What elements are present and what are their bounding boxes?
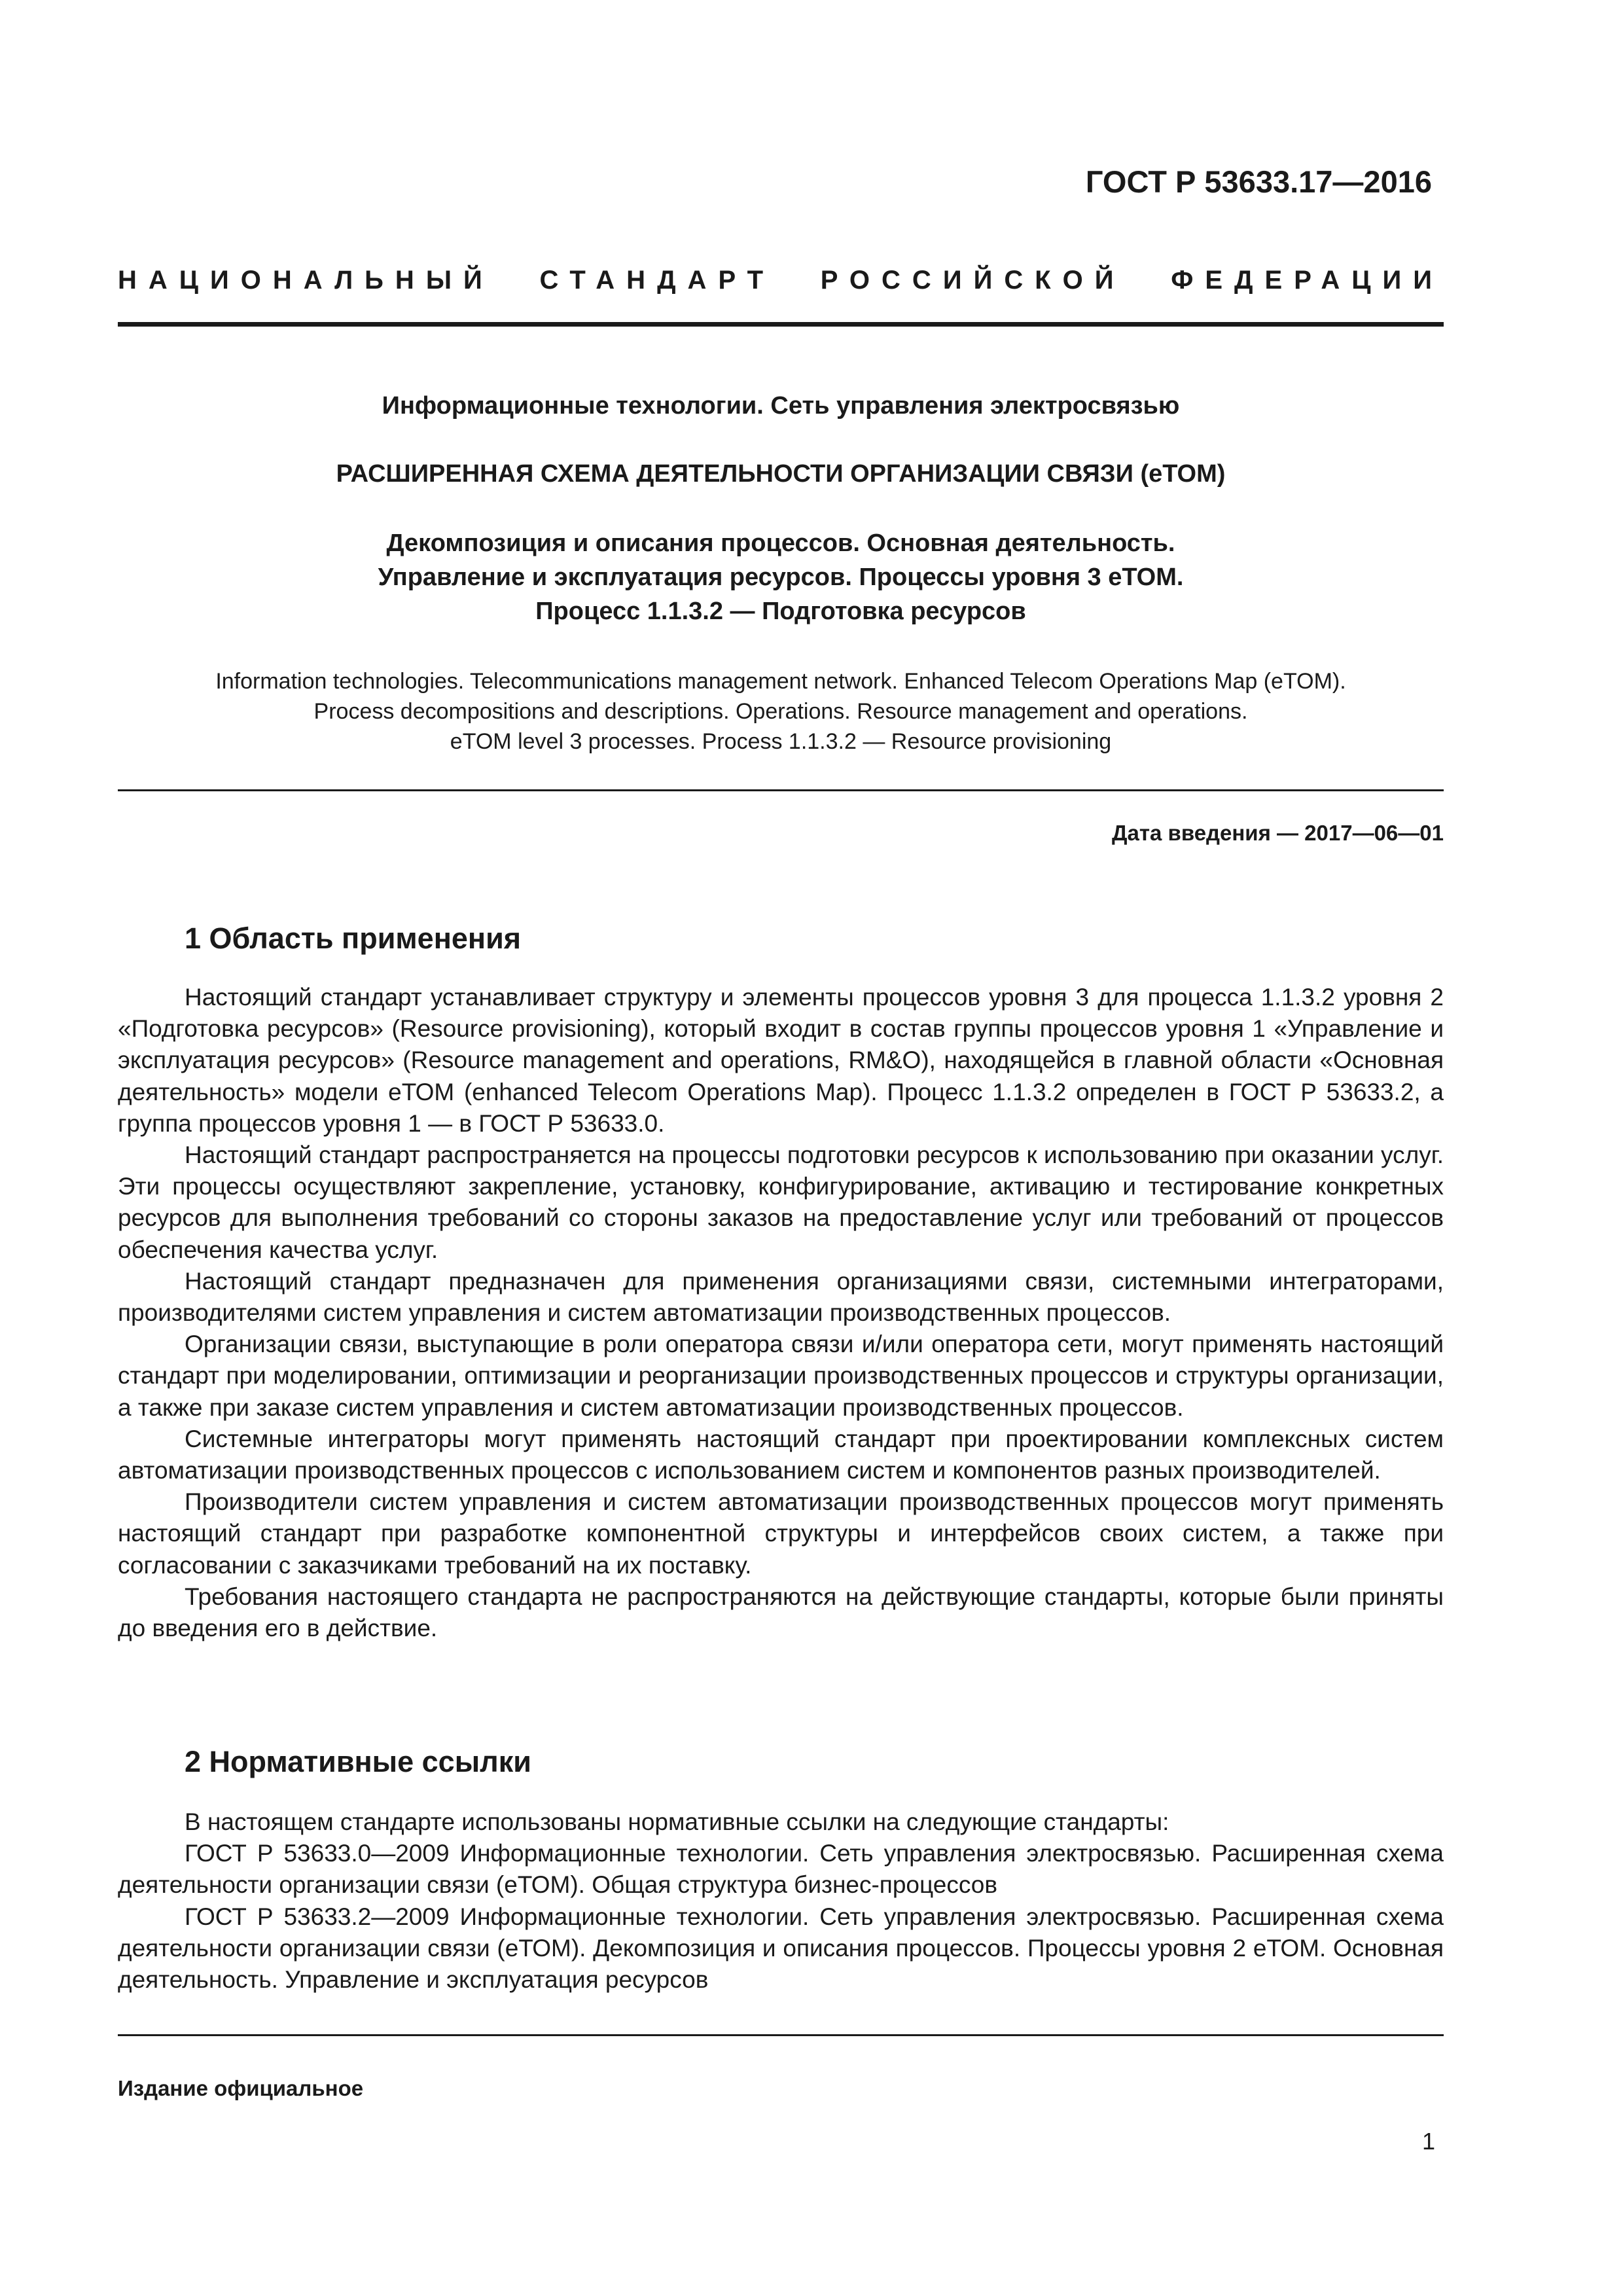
introduction-date: Дата введения — 2017—06—01 xyxy=(1112,821,1444,845)
banner-word: СТАНДАРТ xyxy=(539,266,776,295)
reference-entry: ГОСТ Р 53633.2—2009 Информационные технологии. Сеть управления электросвязью. Расширенная схема деятельности организации связи (еТОМ). Декомпозиция и описания процессов. Процессы уровня 2 еТОМ. Основная деятельность. Управление и эксплуатация ресурсов xyxy=(118,1903,1444,1994)
standard-code: ГОСТ Р 53633.17—2016 xyxy=(1085,164,1432,199)
official-edition-label: Издание официальное xyxy=(118,2076,364,2100)
english-title-line: eTOM level 3 processes. Process 1.1.3.2 — Resource provisioning xyxy=(450,729,1112,754)
main-title: РАСШИРЕННАЯ СХЕМА ДЕЯТЕЛЬНОСТИ ОРГАНИЗАЦИИ СВЯЗИ (еТОМ) xyxy=(336,460,1226,488)
section-heading-references: 2 Нормативные ссылки xyxy=(185,1745,531,1778)
title-divider xyxy=(118,789,1444,791)
section-body-scope xyxy=(118,982,1444,1644)
banner-word: РОССИЙСКОЙ xyxy=(820,266,1126,295)
paragraph: Организации связи, выступающие в роли оператора связи и/или оператора сети, могут применять настоящий стандарт при моделировании, оптимизации и реорганизации производственных процессов и структуры организации, а также при заказе систем управления и систем автоматизации производственных процессов. xyxy=(118,1331,1444,1421)
subtitle-line: Процесс 1.1.3.2 — Подготовка ресурсов xyxy=(535,598,1026,625)
english-title-line: Process decompositions and descriptions. Operations. Resource management and operations. xyxy=(313,699,1248,724)
header-divider xyxy=(118,322,1444,327)
national-standard-banner xyxy=(118,266,1444,295)
section-body-references xyxy=(118,1806,1444,1996)
subtitle-line: Декомпозиция и описания процессов. Основная деятельность. xyxy=(386,529,1175,557)
paragraph: Настоящий стандарт распространяется на процессы подготовки ресурсов к использованию при оказании услуг. Эти процессы осуществляют закрепление, установку, конфигурирование, активацию и тестирование конкретных ресурсов для выполнения требований со стороны заказов на предоставление услуг или требований от процессов обеспечения качества услуг. xyxy=(118,1141,1444,1263)
paragraph: Производители систем управления и систем автоматизации производственных процессов могут применять настоящий стандарт при разработке компонентной структуры и интерфейсов своих систем, а также при согласовании с заказчиками требований на их поставку. xyxy=(118,1488,1444,1579)
paragraph: Требования настоящего стандарта не распространяются на действующие стандарты, которые были приняты до введения его в действие. xyxy=(118,1583,1444,1642)
series-title: Информационные технологии. Сеть управления электросвязью xyxy=(382,392,1180,420)
subtitle-line: Управление и эксплуатация ресурсов. Процессы уровня 3 еТОМ. xyxy=(378,564,1184,591)
paragraph: В настоящем стандарте использованы нормативные ссылки на следующие стандарты: xyxy=(185,1808,1169,1835)
footer-divider xyxy=(118,2034,1444,2036)
page-number: 1 xyxy=(1421,2128,1435,2155)
reference-entry: ГОСТ Р 53633.0—2009 Информационные технологии. Сеть управления электросвязью. Расширенная схема деятельности организации связи (еТОМ). Общая структура бизнес-процессов xyxy=(118,1840,1444,1899)
paragraph: Настоящий стандарт предназначен для применения организациями связи, системными интеграторами, производителями систем управления и систем автоматизации производственных процессов. xyxy=(118,1267,1444,1327)
banner-word: НАЦИОНАЛЬНЫЙ xyxy=(118,266,494,295)
paragraph: Настоящий стандарт устанавливает структуру и элементы процессов уровня 3 для процесса 1.1.3.2 уровня 2 «Подготовка ресурсов» (Resource provisioning), который входит в состав группы процессов уровня 1 «Управление и эксплуатация ресурсов» (Resource management and operations, RM&O), находящейся в главной области «Основная деятельность» модели еТОМ (enhanced Telecom Operations Map). Процесс 1.1.3.2 определен в ГОСТ Р 53633.2, а группа процессов уровня 1 — в ГОСТ Р 53633.0. xyxy=(118,984,1444,1137)
paragraph: Системные интеграторы могут применять настоящий стандарт при проектировании комплексных систем автоматизации производственных процессов с использованием систем и компонентов разных производителей. xyxy=(118,1425,1444,1484)
banner-word: ФЕДЕРАЦИИ xyxy=(1171,266,1444,295)
english-title-line: Information technologies. Telecommunications management network. Enhanced Telecom Operations Map (eTOM). xyxy=(215,669,1346,694)
section-heading-scope: 1 Область применения xyxy=(185,922,522,955)
